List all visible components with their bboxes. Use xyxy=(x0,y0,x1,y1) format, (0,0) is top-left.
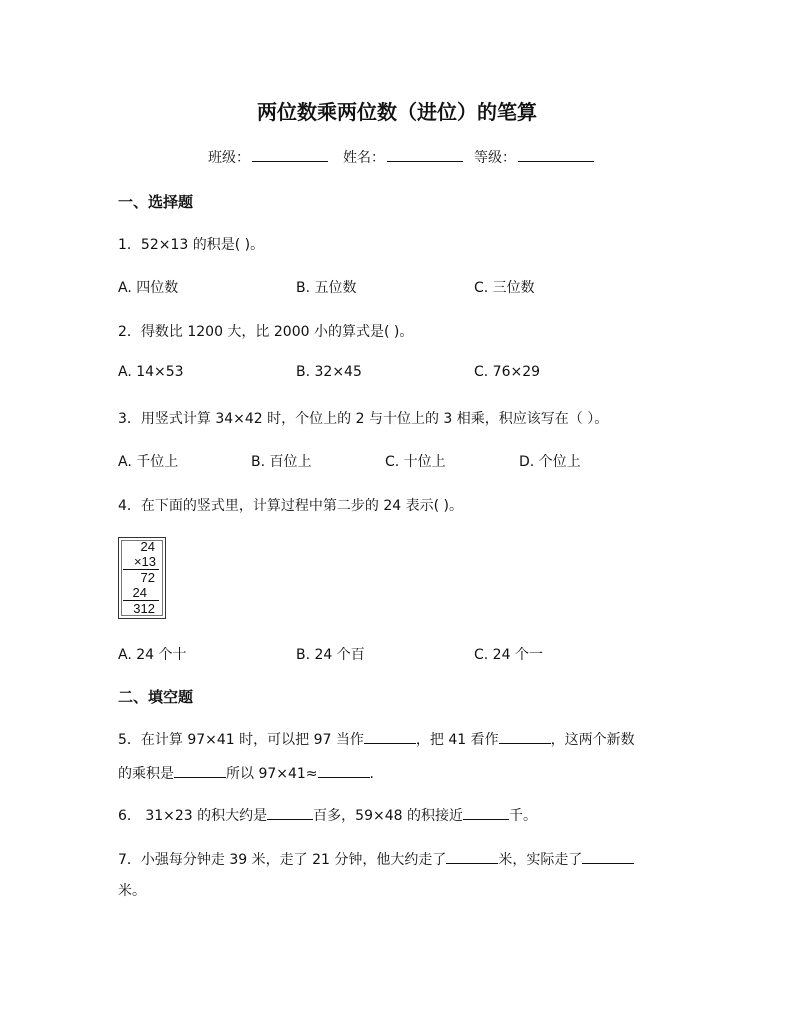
question-2: 2．得数比 1200 大，比 2000 小的算式是( )。 xyxy=(118,324,414,340)
grade-label: 等级： xyxy=(474,150,516,166)
calc-result: 312 xyxy=(133,601,155,616)
vertical-calculation-figure xyxy=(118,537,166,619)
q2-option-c[interactable]: C. 76×29 xyxy=(474,364,541,380)
q5-text-f: . xyxy=(369,766,374,782)
calc-multiplier: ×13 xyxy=(133,554,156,569)
grade-blank[interactable] xyxy=(518,147,594,162)
class-field xyxy=(208,147,328,167)
q3-option-d[interactable]: D. 个位上 xyxy=(519,454,581,470)
grade-field xyxy=(474,147,594,167)
section-heading-choice: 一、选择题 xyxy=(118,193,194,211)
q5-text-d: 的乘积是 xyxy=(118,766,174,782)
q4-option-a[interactable]: A. 24 个十 xyxy=(118,647,187,663)
q3-option-b[interactable]: B. 百位上 xyxy=(251,454,312,470)
question-7-line-1 xyxy=(118,849,634,869)
q2-option-a[interactable]: A. 14×53 xyxy=(118,364,184,380)
question-6 xyxy=(118,805,537,825)
question-1: 1．52×13 的积是( )。 xyxy=(118,237,265,253)
question-4: 4．在下面的竖式里，计算过程中第二步的 24 表示( )。 xyxy=(118,498,463,514)
q6-text-b: 百多，59×48 的积接近 xyxy=(313,808,463,824)
q6-text-a: 6． 31×23 的积大约是 xyxy=(118,808,268,824)
name-field xyxy=(343,147,463,167)
q5-text-b: ，把 41 看作 xyxy=(415,732,499,748)
page-title: 两位数乘两位数（进位）的笔算 xyxy=(257,100,537,124)
q7-blank-2[interactable] xyxy=(582,849,634,864)
class-label: 班级： xyxy=(208,150,250,166)
q4-option-b[interactable]: B. 24 个百 xyxy=(296,647,365,663)
q7-text-a: 7．小强每分钟走 39 米，走了 21 分钟，他大约走了 xyxy=(118,852,447,868)
q1-option-a[interactable]: A. 四位数 xyxy=(118,280,179,296)
q5-text-a: 5．在计算 97×41 时，可以把 97 当作 xyxy=(118,732,364,748)
section-heading-fill: 二、填空题 xyxy=(118,688,194,706)
q3-option-c[interactable]: C. 十位上 xyxy=(385,454,446,470)
q5-blank-4[interactable] xyxy=(318,763,370,778)
question-5-line-2 xyxy=(118,763,374,783)
question-7-line-2: 米。 xyxy=(118,883,146,899)
q3-option-a[interactable]: A. 千位上 xyxy=(118,454,179,470)
q6-blank-1[interactable] xyxy=(267,805,313,820)
calc-step-1: 72 xyxy=(140,570,155,585)
q4-option-c[interactable]: C. 24 个一 xyxy=(474,647,543,663)
question-3: 3．用竖式计算 34×42 时，个位上的 2 与十位上的 3 相乘，积应该写在（ ）。 xyxy=(118,411,609,427)
q1-option-c[interactable]: C. 三位数 xyxy=(474,280,535,296)
name-label: 姓名： xyxy=(343,150,385,166)
q7-text-b: 米，实际走了 xyxy=(498,852,583,868)
calc-step-2: 24 xyxy=(132,585,147,600)
q5-blank-1[interactable] xyxy=(364,729,416,744)
q6-blank-2[interactable] xyxy=(463,805,509,820)
class-blank[interactable] xyxy=(252,147,328,162)
q5-blank-2[interactable] xyxy=(499,729,551,744)
q5-text-c: ，这两个新数 xyxy=(550,732,635,748)
q2-option-b[interactable]: B. 32×45 xyxy=(296,364,362,380)
question-5-line-1 xyxy=(118,729,635,749)
name-blank[interactable] xyxy=(387,147,463,162)
q5-blank-3[interactable] xyxy=(174,763,226,778)
q1-option-b[interactable]: B. 五位数 xyxy=(296,280,357,296)
q7-blank-1[interactable] xyxy=(446,849,498,864)
q5-text-e: 所以 97×41≈ xyxy=(226,766,318,782)
q6-text-c: 千。 xyxy=(508,808,537,824)
calc-multiplicand: 24 xyxy=(140,539,155,554)
